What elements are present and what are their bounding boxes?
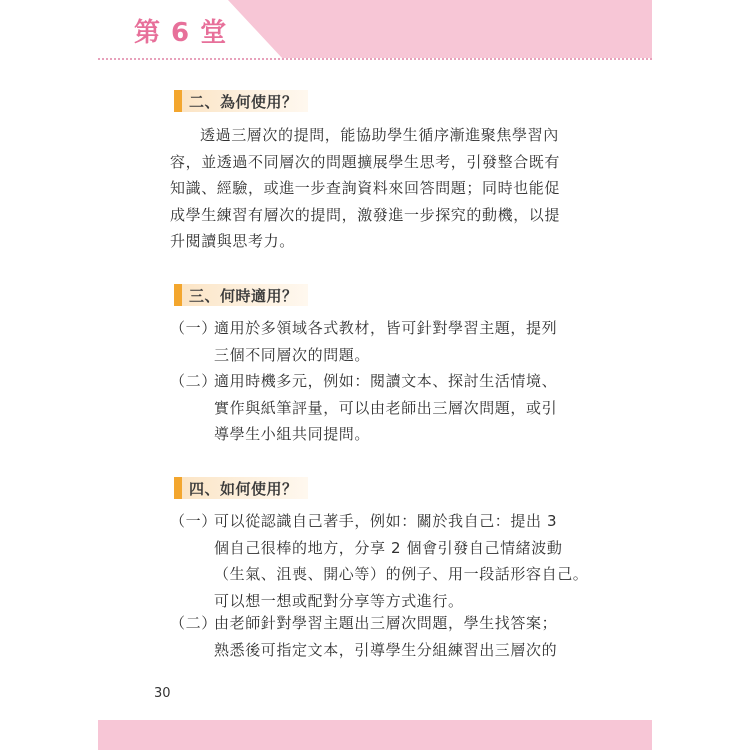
list-item [170,315,570,368]
page-number: 30 [154,686,171,701]
section-heading-label: 四、如何使用？ [189,479,298,498]
list-item-text: 可以從認識自己著手，例如：關於我自己：提出 3 [214,512,558,530]
list-item-line [170,508,570,535]
list-item-line [170,610,570,637]
section-heading-how [174,477,308,499]
list-item-line [170,368,570,395]
list-item-line: （生氣、沮喪、開心等）的例子、用一段話形容自己。 [214,565,589,583]
section-heading-label: 三、何時適用？ [189,286,298,305]
list-item-text: 適用時機多元，例如：閱讀文本、探討生活情境、 [214,372,558,390]
list-marker: （一） [170,319,217,337]
paragraph-line: 容，並透過不同層次的問題擴展學生思考，引發整合既有 [170,152,561,171]
section-heading-label: 二、為何使用？ [189,92,298,111]
list-item [170,368,570,448]
footer-band [98,720,652,750]
list-item-line [170,315,570,342]
chapter-title: 第 6 堂 [134,18,228,48]
paragraph-line: 成學生練習有層次的提問，激發進一步探究的動機，以提 [170,205,561,224]
heading-accent-bar [174,477,182,499]
paragraph-line: 透過三層次的提問，能協助學生循序漸進聚焦學習內 [200,126,559,144]
list-item-text: 由老師針對學習主題出三層次問題，學生找答案； [214,614,558,632]
list-item-line: 熟悉後可指定文本，引導學生分組練習出三層次的 [214,640,558,659]
list-item-line: 個自己很棒的地方，分享 2 個會引發自己情緒波動 [214,538,563,557]
list-item-line: 導學生小組共同提問。 [214,425,371,443]
section-why-paragraph [170,122,570,255]
list-item [170,610,570,663]
header-divider [98,58,652,60]
paragraph-line: 知識、經驗，或進一步查詢資料來回答問題；同時也能促 [170,179,561,197]
list-item [170,508,589,614]
list-marker: （二） [170,372,217,390]
heading-accent-bar [174,90,182,112]
list-marker: （二） [170,614,217,632]
list-item-line: 可以想一想或配對分享等方式進行。 [214,591,464,610]
list-item-line: 三個不同層次的問題。 [214,345,371,364]
heading-accent-bar [174,284,182,306]
section-heading-when [174,284,308,306]
list-item-text: 適用於多領域各式教材，皆可針對學習主題，提列 [214,319,558,337]
section-heading-why [174,90,308,112]
list-item-line: 實作與紙筆評量，可以由老師出三層次問題，或引 [214,398,558,417]
paragraph-line: 升閱讀與思考力。 [170,232,295,250]
list-marker: （一） [170,512,217,530]
